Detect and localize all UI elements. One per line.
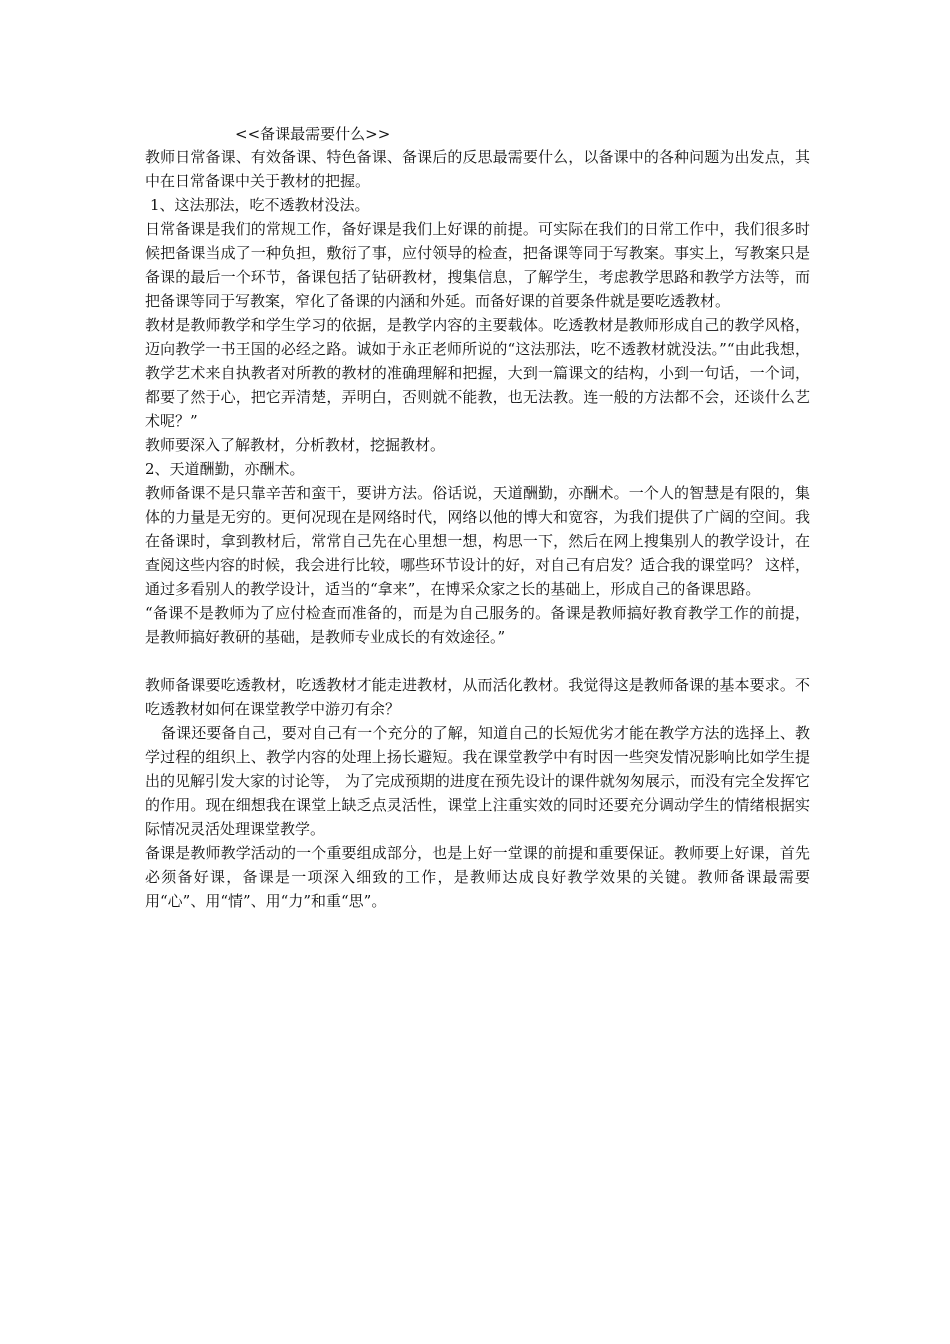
section-2-heading: 2、天道酬勤，亦酬术。 [145, 460, 305, 478]
document-body [145, 123, 810, 913]
paragraph-8: 备课是教师教学活动的一个重要组成部分，也是上好一堂课的前提和重要保证。教师要上好课，首先必须备好课，备课是一项深入细致的工作，是教师达成良好教学效果的关键。教师备课最需要用“心”、用“情”、用“力”和重“思”。 [145, 844, 810, 910]
paragraph-3: 教师要深入了解教材，分析教材，挖掘教材。 [145, 436, 446, 454]
intro-paragraph: 教师日常备课、有效备课、特色备课、备课后的反思最需要什么，以备课中的各种问题为出发点，其中在日常备课中关于教材的把握。 [145, 148, 810, 190]
paragraph-1: 日常备课是我们的常规工作，备好课是我们上好课的前提。可实际在我们的日常工作中，我们很多时候把备课当成了一种负担，敷衍了事，应付领导的检查，把备课等同于写教案。事实上，写教案只是备课的最后一个环节，备课包括了钻研教材，搜集信息，了解学生，考虑教学思路和教学方法等，而把备课等同于写教案，窄化了备课的内涵和外延。而备好课的首要条件就是要吃透教材。 [145, 220, 810, 310]
document-title: <<备课最需要什么>> [235, 125, 391, 143]
paragraph-7: 备课还要备自己，要对自己有一个充分的了解，知道自己的长短优劣才能在教学方法的选择上、教学过程的组织上、教学内容的处理上扬长避短。我在课堂教学中有时因一些突发情况影响比如学生提出的见解引发大家的讨论等， 为了完成预期的进度在预先设计的课件就匆匆展示，而没有完全发挥它的作用。现在细想我在课堂上缺乏点灵活性，课堂上注重实效的同时还要充分调动学生的情绪根据实际情况灵活处理课堂教学。 [145, 724, 810, 838]
quote-paragraph: “备课不是教师为了应付检查而准备的，而是为自己服务的。备课是教师搞好教育教学工作的前提，是教师搞好教研的基础，是教师专业成长的有效途径。” [145, 604, 810, 646]
paragraph-4: 教师备课不是只靠辛苦和蛮干，要讲方法。俗话说，天道酬勤，亦酬术。一个人的智慧是有限的，集体的力量是无穷的。更何况现在是网络时代，网络以他的博大和宽容，为我们提供了广阔的空间。我在备课时，拿到教材后，常常自己先在心里想一想，构思一下，然后在网上搜集别人的教学设计，在查阅这些内容的时候，我会进行比较，哪些环节设计的好，对自己有启发？适合我的课堂吗？ 这样，通过多看别人的教学设计，适当的“拿来”，在博采众家之长的基础上，形成自己的备课思路。 [145, 484, 810, 598]
blank-line [145, 649, 810, 673]
paragraph-6: 教师备课要吃透教材，吃透教材才能走进教材，从而活化教材。我觉得这是教师备课的基本要求。不吃透教材如何在课堂教学中游刃有余？ [145, 676, 810, 718]
section-1-heading: 1、这法那法，吃不透教材没法。 [150, 196, 370, 214]
paragraph-2: 教材是教师教学和学生学习的依据，是教学内容的主要载体。吃透教材是教师形成自己的教学风格，迈向教学一书王国的必经之路。诚如于永正老师所说的“这法那法，吃不透教材就没法。”“由此我想，教学艺术来自执教者对所教的教材的准确理解和把握，大到一篇课文的结构，小到一句话，一个词，都要了然于心，把它弄清楚，弄明白，否则就不能教，也无法教。连一般的方法都不会，还谈什么艺术呢？” [145, 316, 810, 430]
